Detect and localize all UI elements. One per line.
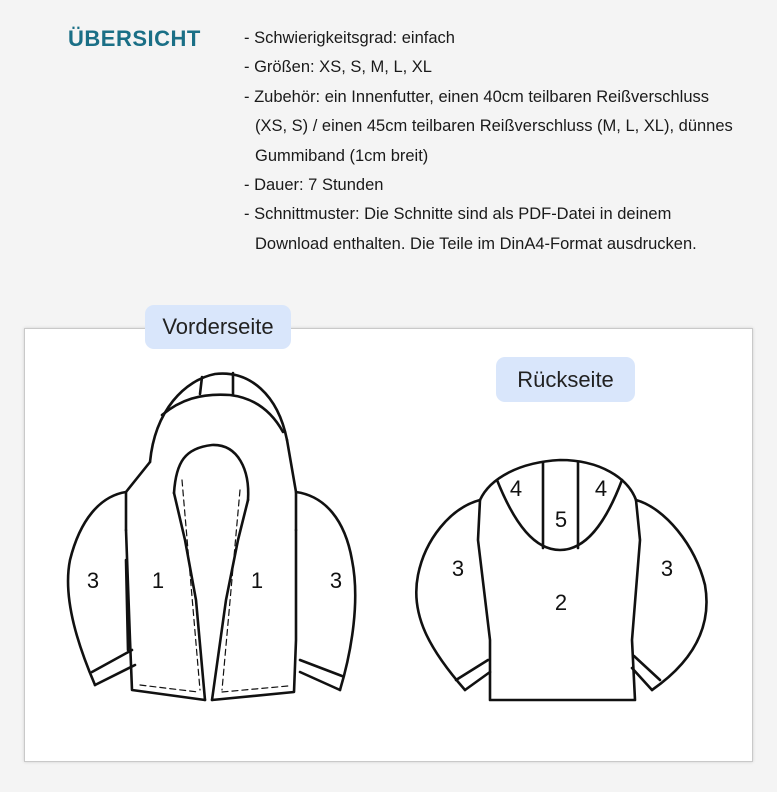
front-right-sleeve-number: 3 [329, 567, 343, 593]
back-left-sleeve-number: 3 [451, 555, 465, 581]
back-hood-right-number: 4 [594, 475, 608, 501]
front-view-label: Vorderseite [145, 305, 291, 349]
front-right-panel-number: 1 [250, 567, 264, 593]
overview-item-difficulty: - Schwierigkeitsgrad: einfach [244, 29, 455, 47]
overview-item-duration: - Dauer: 7 Stunden [244, 176, 384, 195]
back-hood-center-number: 5 [554, 506, 568, 532]
front-left-sleeve-number: 3 [86, 567, 100, 593]
back-panel-number: 2 [554, 589, 568, 615]
back-hood-left-number: 4 [509, 475, 523, 501]
back-view-label: Rückseite [496, 357, 635, 402]
overview-item-accessories: - Zubehör: ein Innenfutter, einen 40cm teilbaren Reißverschluss (XS, S) / einen 45cm teilbaren Reißverschluss (M, L, XL), dünnes Gummiband (1cm breit) [244, 87, 733, 165]
overview-item-sizes: - Größen: XS, S, M, L, XL [244, 58, 432, 77]
back-right-sleeve-number: 3 [660, 555, 674, 581]
front-left-panel-number: 1 [151, 567, 165, 593]
overview-item-pattern: - Schnittmuster: Die Schnitte sind als PDF-Datei in deinem Download enthalten. Die Teile im DinA4-Format ausdrucken. [244, 205, 697, 253]
overview-title: ÜBERSICHT [68, 26, 201, 51]
